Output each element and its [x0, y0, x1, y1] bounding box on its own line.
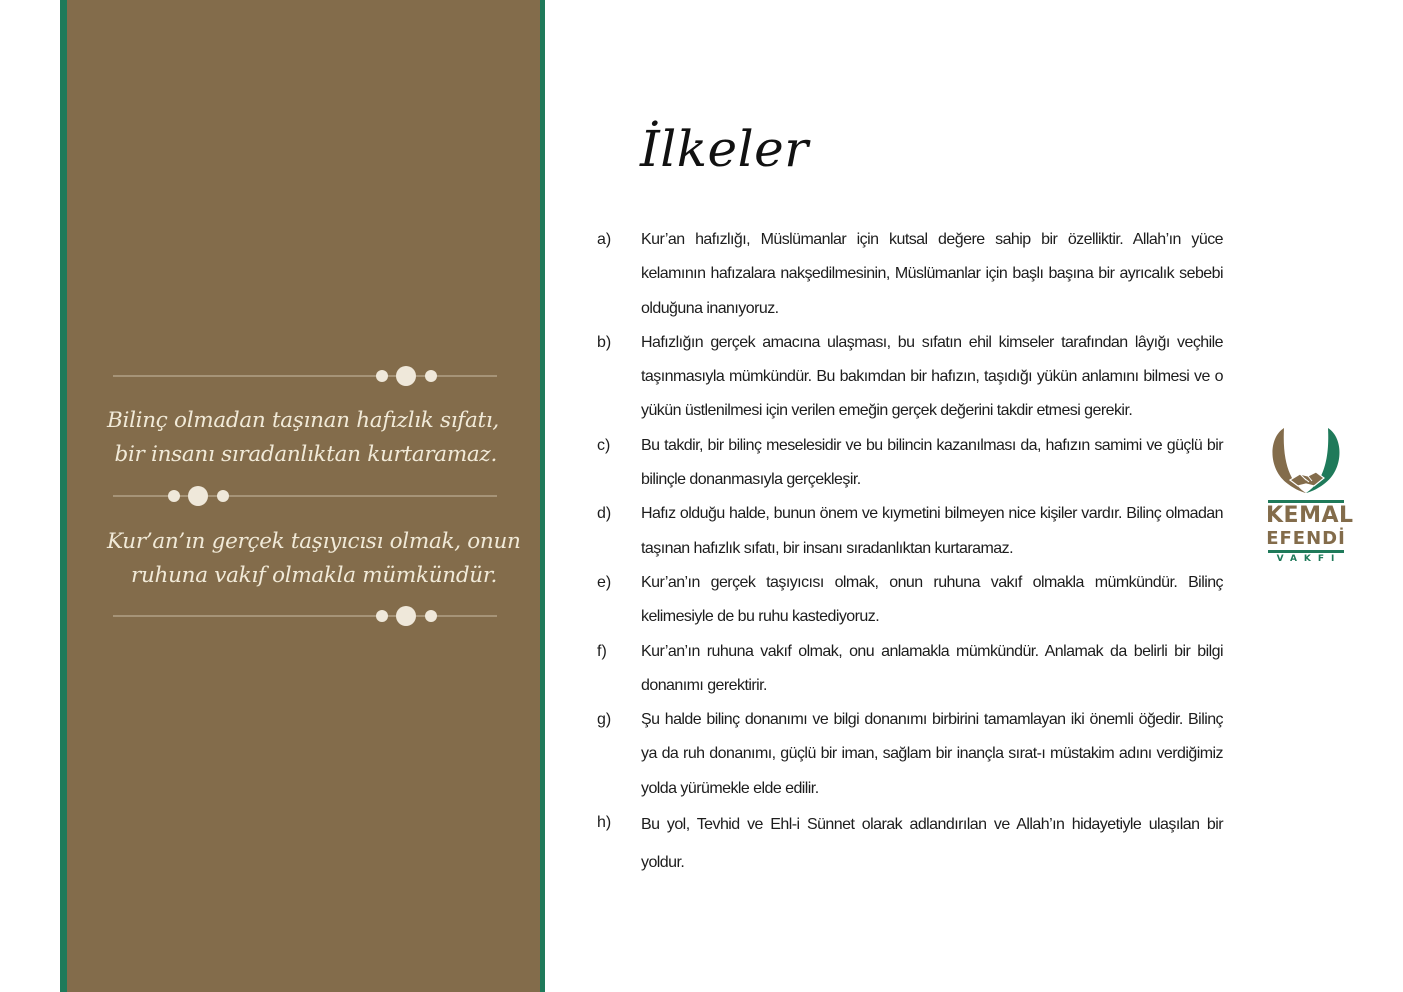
sidebar-panel	[60, 0, 545, 992]
ornament-divider	[113, 364, 497, 388]
list-item	[597, 429, 1223, 498]
list-item	[597, 326, 1223, 429]
item-text: Hafız olduğu halde, bunun önem ve kıymetini bilmeyen nice kişiler vardır. Bilinç olmadan taşınan hafızlık sıfatı, bir insanı sıradanlıktan kurtaramaz.	[641, 505, 1223, 557]
logo-text: EFENDİ	[1266, 528, 1346, 549]
item-text: Kur’an’ın gerçek taşıyıcısı olmak, onun ruhuna vakıf olmakla mümkündür. Bilinç kelimesiyle de bu ruhu kastediyoruz.	[641, 573, 1223, 626]
sidebar-quote-1	[107, 404, 497, 472]
item-letter: e)	[597, 573, 612, 591]
quote-line: bir insanı sıradanlıktan kurtaramaz.	[114, 442, 497, 467]
quote-line: Kur’an’ın gerçek taşıyıcısı olmak, onun	[107, 529, 521, 554]
list-item	[597, 566, 1223, 635]
item-text: Şu halde bilinç donanımı ve bilgi donanımı birbirini tamamlayan iki önemli öğedir. Bilinç ya da ruh donanımı, güçlü bir iman, sağlam bir inançla sırat-ı müstakim adını verdiğimiz yolda yürümekle elde edilir.	[641, 711, 1223, 797]
item-text: Hafızlığın gerçek amacına ulaşması, bu sıfatın ehil kimseler tarafından lâyığı veçhile taşınmasıyla mümkündür. Bu bakımdan bir hafızın, taşıdığı yükün anlamını bilmesi ve o yükün üstlenilmesi için verilen emeğin gerçek değerini takdir etmesi gerekir.	[641, 333, 1223, 420]
list-item	[597, 703, 1223, 806]
list-item	[597, 806, 1223, 882]
quote-line: Bilinç olmadan taşınan hafızlık sıfatı,	[107, 408, 499, 433]
list-item	[597, 497, 1223, 566]
logo	[1266, 424, 1354, 566]
sidebar-quote-2	[107, 525, 521, 593]
logo-text: VAKFI	[1276, 554, 1342, 564]
item-text: Bu takdir, bir bilinç meselesidir ve bu bilincin kazanılması da, hafızın samimi ve güçlü bir bilinçle donanmasıyla gerçekleşir.	[641, 436, 1223, 489]
item-letter: d)	[597, 505, 612, 523]
page-title: İlkeler	[640, 120, 809, 178]
ornament-divider	[113, 484, 497, 508]
item-letter: h)	[597, 814, 612, 832]
list-item	[597, 223, 1223, 326]
item-letter: c)	[597, 436, 611, 454]
item-letter: b)	[597, 333, 612, 351]
principles-list	[597, 223, 1223, 882]
crescent-handshake-icon	[1266, 424, 1346, 500]
item-text: Bu yol, Tevhid ve Ehl-i Sünnet olarak adlandırılan ve Allah’ın hidayetiyle ulaşılan bir yoldur.	[641, 816, 1223, 872]
item-text: Kur’an’ın ruhuna vakıf olmak, onu anlamakla mümkündür. Anlamak da belirli bir bilgi donanımı gerektirir.	[641, 642, 1223, 694]
ornament-divider	[113, 604, 497, 628]
item-letter: f)	[597, 642, 607, 660]
quote-line: ruhuna vakıf olmakla mümkündür.	[131, 563, 497, 588]
item-letter: g)	[597, 711, 612, 729]
item-letter: a)	[597, 231, 612, 248]
list-item	[597, 635, 1223, 704]
logo-text: KEMAL	[1266, 503, 1354, 528]
item-text: Kur’an hafızlığı, Müslümanlar için kutsal değere sahip bir özelliktir. Allah’ın yüce kelamının hafızalara nakşedilmesinin, Müslümanlar için başlı başına bir ayrıcalık sebebi olduğuna inanıyoruz.	[641, 231, 1223, 317]
